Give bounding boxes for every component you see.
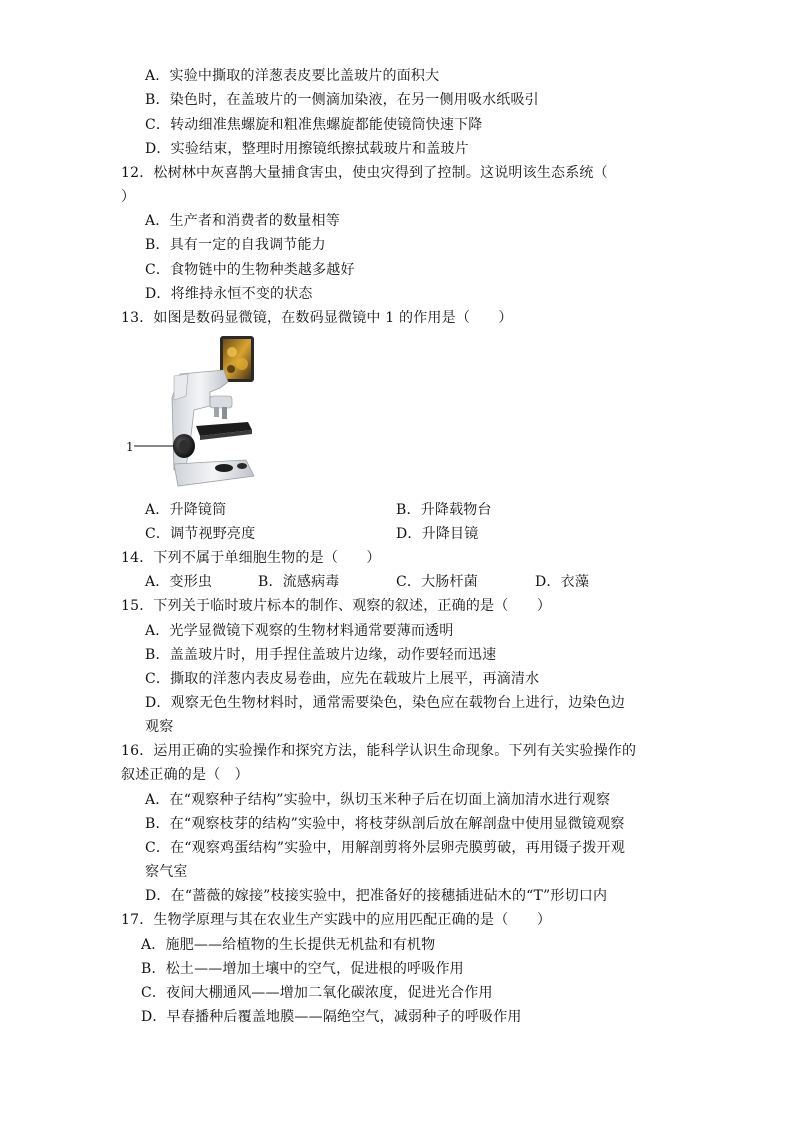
q11-option-b: B．染色时，在盖玻片的一侧滴加染液，在另一侧用吸水纸吸引 [145, 92, 539, 108]
screen-display [223, 339, 251, 379]
q14-option-a: A．变形虫 [145, 574, 213, 590]
q15-option-d: D．观察无色生物材料时，通常需要染色，染色应在载物台上进行，边染色边 [145, 695, 626, 711]
q16-option-d: D．在“蔷薇的嫁接”枝接实验中，把准备好的接穗插进砧木的“T”形切口内 [145, 888, 608, 904]
q13-option-c: C．调节视野亮度 [145, 526, 256, 542]
q16-option-b: B．在“观察枝芽的结构”实验中，将枝芽纵剖后放在解剖盘中使用显微镜观察 [145, 816, 625, 832]
q13-option-b: B．升降载物台 [396, 502, 492, 518]
q16-option-c: C．在“观察鸡蛋结构”实验中，用解剖剪将外层卵壳膜剪破，再用镊子拨开观 [145, 840, 626, 856]
figure-label-1: 1 [126, 440, 134, 454]
q11-option-a: A．实验中撕取的洋葱表皮要比盖玻片的面积大 [145, 68, 440, 84]
q13-option-a: A．升降镜筒 [145, 502, 227, 518]
q14-stem: 14．下列不属于单细胞生物的是（ ） [121, 550, 381, 566]
q11-option-d: D．实验结束，整理时用擦镜纸擦拭载玻片和盖玻片 [145, 141, 469, 157]
q12-option-d: D．将维持永恒不变的状态 [145, 286, 313, 302]
q17-option-d: D．早春播种后覆盖地膜——隔绝空气，减弱种子的呼吸作用 [141, 1009, 522, 1025]
q15-option-b: B．盖盖玻片时，用手捏住盖玻片边缘，动作要轻而迅速 [145, 647, 497, 663]
q15-stem: 15．下列关于临时玻片标本的制作、观察的叙述，正确的是（ ） [121, 598, 552, 614]
q14-option-b: B．流感病毒 [258, 574, 340, 590]
q12-option-b: B．具有一定的自我调节能力 [145, 237, 326, 253]
q12-option-c: C．食物链中的生物种类越多越好 [145, 262, 355, 278]
q17-option-b: B．松土——增加土壤中的空气，促进根的呼吸作用 [141, 961, 464, 977]
q14-option-d: D．衣藻 [535, 574, 590, 590]
q16-option-a: A．在“观察种子结构”实验中，纵切玉米种子后在切面上滴加清水进行观察 [145, 792, 611, 808]
q15-option-c: C．撕取的洋葱内表皮易卷曲，应先在载玻片上展平，再滴清水 [145, 671, 540, 687]
q14-option-c: C．大肠杆菌 [396, 574, 478, 590]
q16-option-c-cont: 察气室 [145, 864, 188, 880]
q17-option-c: C．夜间大棚通风——增加二氧化碳浓度，促进光合作用 [141, 985, 493, 1001]
q13-stem: 13．如图是数码显微镜，在数码显微镜中 1 的作用是（ ） [121, 310, 513, 326]
q12-stem: 12．松树林中灰喜鹊大量捕食害虫，使虫灾得到了控制。这说明该生态系统（ [121, 165, 608, 181]
q17-stem: 17．生物学原理与其在农业生产实践中的应用匹配正确的是（ ） [121, 912, 552, 928]
q16-stem-cont: 叙述正确的是（ ） [121, 767, 249, 783]
q16-stem: 16．运用正确的实验操作和探究方法，能科学认识生命现象。下列有关实验操作的 [121, 743, 637, 759]
q15-option-a: A．光学显微镜下观察的生物材料通常要薄而透明 [145, 623, 454, 639]
q12-stem-cont: ） [121, 189, 136, 205]
digital-microscope-figure [128, 336, 256, 492]
digital-microscope-illustration [128, 336, 256, 492]
q12-option-a: A．生产者和消费者的数量相等 [145, 213, 340, 229]
q17-option-a: A．施肥——给植物的生长提供无机盐和有机物 [141, 937, 436, 953]
q15-option-d-cont: 观察 [145, 719, 174, 735]
q13-option-d: D．升降目镜 [396, 526, 479, 542]
q11-option-c: C．转动细准焦螺旋和粗准焦螺旋都能使镜筒快速下降 [145, 117, 483, 133]
